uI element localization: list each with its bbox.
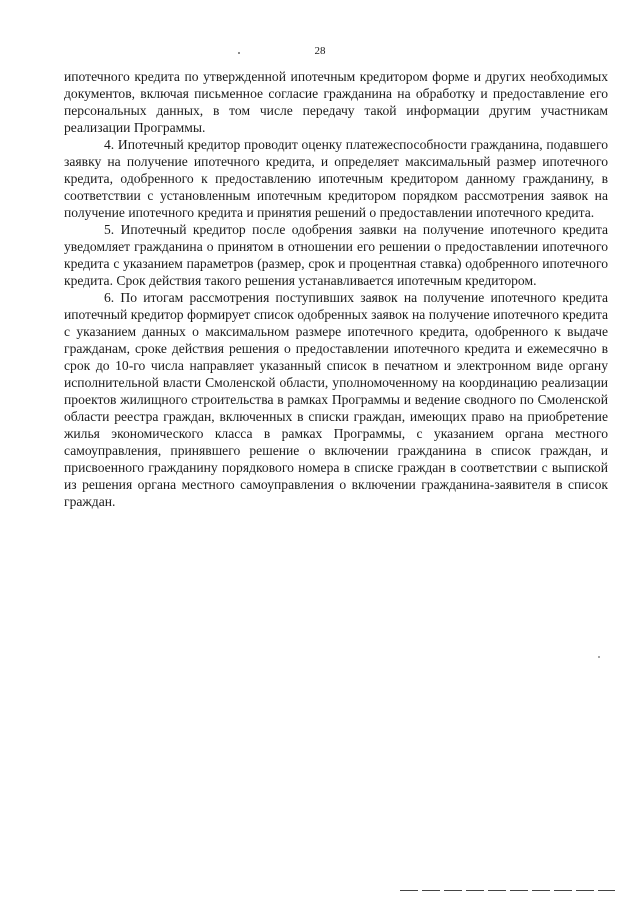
paragraph-4: 4. Ипотечный кредитор проводит оценку платежеспособности гражданина, подавшего заявку на получение ипотечного кредита, и определяет максимальный размер ипотечного кредита, одобренного к предоставлению ипотечным кредитором данному гражданину, в соответствии с установленным ипотечным кредитором порядком рассмотрения заявок на получение ипотечного кредита и принятия решений о предоставлении ипотечного кредита. [64, 137, 608, 220]
footer-rule [400, 890, 615, 891]
scan-speck [238, 52, 240, 54]
paragraph-continuation: ипотечного кредита по утвержденной ипотечным кредитором форме и других необходимых документов, включая письменное согласие гражданина на обработку и предоставление его персональных данных, в том числе передачу такой информации другим участникам реализации Программы. [64, 69, 608, 135]
paragraph-5: 5. Ипотечный кредитор после одобрения заявки на получение ипотечного кредита уведомляет гражданина о принятом в отношении его решении о предоставлении ипотечного кредита с указанием параметров (размер, срок и процентная ставка) одобренного ипотечного кредита. Срок действия такого решения устанавливается ипотечным кредитором. [64, 222, 608, 288]
page-number: 28 [314, 45, 326, 57]
scan-speck [598, 656, 600, 658]
paragraph-6: 6. По итогам рассмотрения поступивших заявок на получение ипотечного кредита ипотечный кредитор формирует список одобренных заявок на получение ипотечного кредита с указанием данных о максимальном размере ипотечного кредита, одобренного к выдаче гражданам, сроке действия решения о предоставлении ипотечного кредита и ежемесячно в срок до 10-го числа направляет указанный список в печатном и электронном виде органу исполнительной власти Смоленской области, уполномоченному на координацию реализации проектов жилищного строительства в рамках Программы и ведение сводного по Смоленской области реестра граждан, включенных в списки граждан, имеющих право на приобретение жилья экономического класса в рамках Программы, с указанием органа местного самоуправления, принявшего решение о включении гражданина в список граждан, и присвоенного гражданину порядкового номера в списке граждан в соответствии с выпиской из решения органа местного самоуправления о включении гражданина-заявителя в список граждан. [64, 290, 608, 509]
document-body [64, 68, 608, 510]
